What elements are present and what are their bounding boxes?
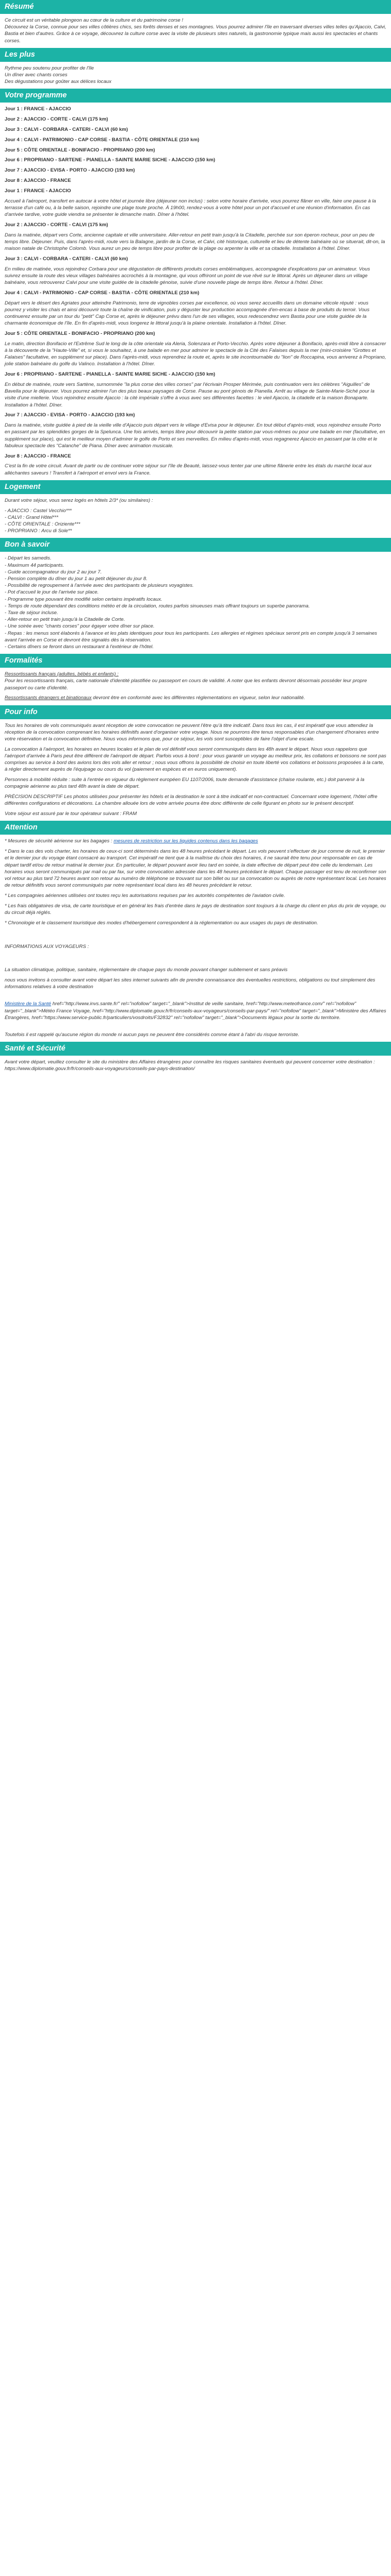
section-title-bon-a-savoir: Bon à savoir [0,538,391,552]
formalites-heading-foreign: Ressortissants étrangers et binationaux [5,695,92,701]
formalites-heading-french: Ressortissants français (adultes, bébés et enfants) : [5,671,119,677]
formalites-text-foreign: devront être en conformité avec les différentes réglementations en vigueur, selon leur nationalité. [91,695,305,701]
attention-paragraph: * Chronologie et le classement touristique des modes d'hébergement correspondent à la réglementation ou aux usages du pays de destination. [5,920,318,926]
programme-summary-day: Jour 2 : AJACCIO - CORTE - CALVI (175 km) [5,116,108,123]
day-title: Jour 2 : AJACCIO - CORTE - CALVI (175 km) [5,222,108,228]
section-title-plus: Les plus [0,48,391,62]
hotel-item: - CALVI : Grand Hôtel*** [5,514,58,520]
day-title: Jour 1 : FRANCE - AJACCIO [5,188,71,194]
attention-paragraph: * Les compagnies aériennes utilisées ont toutes reçu les autorisations requises par les autorités compétentes de l'aviation civile. [5,893,285,899]
section-logement [0,480,391,535]
bon-item: - Maximum 44 participants. [5,562,64,568]
voyageurs-paragraph: nous vous invitons à consulter avant votre départ les sites internet suivants afin de prendre connaissance des éventuelles restrictions, obligations ou tout simplement des informations relatives à votre destination [5,977,376,990]
hotel-item: - PROPRIANO : Arcu di Sole** [5,528,72,534]
section-pour-info [0,705,391,818]
attention-baggage-text: * Mesures de sécurité aérienne sur les bagages : [5,838,114,844]
hotel-item: - CÔTE ORIENTALE : Oriziente*** [5,521,80,528]
bon-item: - Une soirée avec "chants corses" pour égayer votre dîner sur place. [5,623,155,630]
section-title-attention: Attention [0,821,391,835]
section-resume [0,0,391,44]
info-paragraph: Votre séjour est assuré par le tour opérateur suivant : FRAM [5,811,137,817]
section-plus [0,48,391,86]
bon-item: - Guide accompagnateur du jour 2 au jour 7. [5,569,102,575]
bon-item: - Possibilité de regroupement à l'arrivée avec des participants de plusieurs voyagistes. [5,583,194,589]
bon-item: - Temps de route dépendant des conditions météo et de la circulation, routes parfois sinueuses mais offrant toujours un superbe panorama. [5,603,310,609]
day-text: C'est la fin de votre circuit. Avant de partir ou de continuer votre séjour sur l'île de Beauté, laissez-vous tenter par une ultime flânerie entre les étals du marché local aux alléchantes saveurs ! Transfert à l'aéroport et envol vers la France. [5,463,372,476]
resume-paragraph: Ce circuit est un véritable plongeon au cœur de la culture et du patrimoine corse ! [5,18,184,23]
voyageurs-heading: INFORMATIONS AUX VOYAGEURS : [5,943,89,950]
section-title-formalites: Formalités [0,654,391,668]
voyageurs-links-text: href="http://www.invs.sante.fr/" rel="nofollow" target="_blank">Institut de veille sanitaire, href="http://www.meteofrance.com/" rel="nofollow" target="_blank">Météo France Voyage, href="http://www.diplomatie.gouv.fr/fr/conseils-aux-voyageurs/conseils-par-pays/" rel="nofollow" target="_blank">Ministère des Affaires Étrangères, href="https://www.service-public.fr/particuliers/vosdroits/F32832" rel="nofollow" target="_blank">Documents légaux pour la sortie du territoire. [5,1001,386,1021]
section-title-sante: Santé et Sécurité [0,1042,391,1056]
day-text: Accueil à l'aéroport, transfert en autocar à votre hôtel et journée libre (déjeuner non inclus) : selon votre horaire d'arrivée, vous pourrez flâner en ville, faire une pause à la terrasse d'un café ou, à la belle saison, rejoindre une plage toute proche. À 19h00, rendez-vous à votre hôtel pour un pot d'accueil et une réunion d'information. En cas d'arrivée tardive, votre guide viendra se présenter le dimanche matin. Dîner à l'hôtel. [5,198,376,217]
bon-item: - Repas : les menus sont élaborés à l'avance et les plats identiques pour tous les participants. Les allergies et régimes spéciaux seront pris en compte jusqu'à 3 semaines avant l'arrivée en Corse et devront être signalés dès la réservation. [5,630,377,643]
day-text: Départ vers le désert des Agriates pour atteindre Patrimonio, terre de vignobles corses par excellence, où vous serez accueillis dans un domaine viticole réputé : vous pourrez y visiter les chais et ainsi découvrir toute la chaîne de vinification, puis y déguster leur production accompagnée d'en-encas à base de produits du terroir. Vous continuerez ensuite par un tour du "petit" Cap Corse et, après le déjeuner prévu dans l'un de ses villages, vous redescendrez vers Bastia pour une visite guidée de la charmante économique de l'île. En fin d'après-midi, vous longerez le littoral jusqu'à la plaine orientale. Installation à l'hôtel. Dîner. [5,300,370,327]
section-formalites [0,654,391,701]
plus-item: Rythme peu soutenu pour profiter de l'île [5,65,94,71]
bon-item: - Certains dîners se feront dans un restaurant à l'extérieur de l'hôtel. [5,644,154,650]
section-sante [0,1042,391,1072]
liquids-restriction-link[interactable]: mesures de restriction sur les liquides contenus dans les bagages [113,838,258,844]
attention-paragraph: * Les frais obligatoires de visa, de carte touristique et en général les frais d'entrée dans le pays de destination sont toujours à la charge du client en plus du prix de voyage, ou du circuit déjà réglés. [5,903,386,916]
attention-paragraph: * Dans le cas des vols charter, les horaires de ceux-ci sont déterminés dans les 48 heures précédant le départ. Les vols peuvent s'effectuer de jour comme de nuit, le premier et le dernier jour du voyage étant consacré au transport. Cet impératif ne tient que à la maîtrise du choix des horaires, il ne saurait être tenu pour responsable en cas de départ tardif et/ou de retour matinal le dernier jour. En particulier, le départ pouvant avoir lieu tard en soirée, la date effective de départ peut être celle du lendemain. Les horaires vous seront communiqués par mail ou par fax, sur votre convocation adressée dans les 48 heures précédant le départ. Chaque passager est tenu de reconfirmer son vol retour au plus tard 72 heures avant son retour au numéro de téléphone se trouvant sur son billet ou sur sa convocation ou auprès de notre représentant local. Les horaires de retour définitifs vous seront communiqués par notre représentant local dans les 48 heures précédant le retour. [5,849,386,889]
programme-summary-day: Jour 7 : AJACCIO - EVISA - PORTO - AJACCIO (193 km) [5,167,135,174]
info-paragraph: Tous les horaires de vols communiqués avant réception de votre convocation ne peuvent l'être qu'à titre indicatif. Dans tous les cas, il est impératif que vous attendiez la réception de la convocation comprenant les horaires définitifs avant d'organiser votre voyage. Nous ne pourrons être tenus responsables d'un changement d'horaires entre votre réservation et la convocation définitive. Nous vous informons que, pour ce séjour, les vols sont susceptibles de faire l'objet d'une escale. [5,722,379,742]
day-title: Jour 8 : AJACCIO - FRANCE [5,453,71,459]
ministere-sante-link[interactable]: Ministère de la Santé [5,1001,52,1007]
programme-summary-day: Jour 8 : AJACCIO - FRANCE [5,178,71,183]
formalites-text-french: Pour les ressortissants français, carte nationale d'identité plastifiée ou passeport en cours de validité. A noter que les enfants devront désormais posséder leur propre passeport ou carte d'identité. [5,678,367,691]
day-text: Dans la matinée, visite guidée à pied de la vieille ville d'Ajaccio puis départ vers le village d'Evisa pour le déjeuner. En tout début d'après-midi, vous rejoindrez ensuite Porto en passant par les splendides gorges de la Spelunca. Une fois arrivés, temps libre pour découvrir la petite station par vous-mêmes ou pour une balade en mer (facultative, en supplément sur place), qui est le meilleur moyen d'admirer le golfe de Porto et ses merveilles. En milieu d'après-midi, vous regagnerez Ajaccio en passant par la côte et le fabuleux spectacle des "Calanche" de Piana. Dîner avec animation musicale. [5,422,385,449]
programme-summary-day: Jour 4 : CALVI - PATRIMONIO - CAP CORSE - BASTIA - CÔTE ORIENTALE (210 km) [5,137,200,143]
info-paragraph: Personnes à mobilité réduite : suite à l'entrée en vigueur du règlement européen EU 1107/2006, toute demande d'assistance (chaise roulante, etc.) doit parvenir à la compagnie aérienne au plus tard 48h avant la date de départ. [5,777,365,790]
info-paragraph: La convocation à l'aéroport, les horaires en heures locales et le plan de vol définitif vous seront communiqués dans les 48h avant le départ. Nous vous rappelons que l'aéroport d'arrivée à Paris peut être différent de l'aéroport de départ. Parfois vous à bord : pour vous garantir un voyage au meilleur prix, les collations et boissons ne sont pas comprises au service à bord des avions lors des vols aller et retour ; nous vous offrons la possibilité de choisir en toute liberté vos collations et boissons proposées à la carte, à régler directement auprès de l'équipage ou cours du vol (paiement en espèces et en euros uniquement). [5,746,386,773]
sante-text: Avant votre départ, veuillez consulter le site du ministère des Affaires étrangères pour connaître les risques sanitaires éventuels qui peuvent concerner votre destination : https://www.diplomatie.gouv.fr/fr/conseils-aux-voyageurs/conseils-par-pays-destination/ [5,1059,375,1072]
programme-summary-day: Jour 5 : CÔTE ORIENTALE - BONIFACIO - PROPRIANO (200 km) [5,147,155,153]
day-text: En milieu de matinée, vous rejoindrez Corbara pour une dégustation de différents produits corses emblématiques, accompagnée d'explications par un animateur. Vous suivrez ensuite la route des vieux villages balnéaires accrochés à la montagne, qui vous offriront un point de vue rêvé sur le littoral. Après un déjeuner dans un village balnéaire, vous retrouverez Calvi pour une visite guidée de la citadelle génoise, suivie d'une nouvelle plage de temps libre. Retour à l'hôtel. Dîner. [5,266,370,285]
bon-item: - Pension complète du dîner du jour 1 au petit déjeuner du jour 8. [5,576,148,582]
bon-item: - Taxe de séjour incluse. [5,610,58,616]
programme-summary-day: Jour 6 : PROPRIANO - SARTENE - PIANELLA - SAINTE MARIE SICHE - AJACCIO (150 km) [5,157,216,163]
day-text: Le matin, direction Bonifacio et l'Extrême Sud le long de la côte orientale via Aleria, Solenzara et Porto-Vecchio. Après votre déjeuner à Bonifacio, après-midi libre à consacrer à la découverte de la "Haute-Ville" et, si vous le souhaitez, à une balade en mer pour admirer le spectacle de la Cité des Falaises depuis la mer (mini-croisière "Grottes et Falaises" facultative, en supplément sur place). Dans l'après-midi, vous reprendrez la route et, après le site incontournable du "lion" de Roccapina, vous arriverez à Propriano, jolie station balnéaire du golfe du Valinco. Installation à l'hôtel. Dîner. [5,341,386,367]
section-title-logement: Logement [0,480,391,494]
bon-item: - Pot d'accueil le jour de l'arrivée sur place. [5,589,99,596]
section-attention [0,821,391,1038]
voyageurs-paragraph: La situation climatique, politique, sanitaire, réglementaire de chaque pays du monde pouvant changer subitement et sans préavis [5,967,288,973]
section-title-resume: Résumé [0,0,391,14]
programme-summary-day: Jour 3 : CALVI - CORBARA - CATERI - CALVI (60 km) [5,127,128,133]
day-title: Jour 3 : CALVI - CORBARA - CATERI - CALVI (60 km) [5,256,128,262]
info-paragraph: PRÉCISION DESCRIPTIF Les photos utilisées pour présenter les hôtels et la destination le sont à titre indicatif et non-contractuel. Concernant votre logement, l'hôtel offre différentes configurations et décorations. La chambre allouée lors de votre arrivée pourra être donc différente de celle figurant en photo sur le présent descriptif. [5,794,378,807]
section-title-pour-info: Pour info [0,705,391,719]
hotel-item: - AJACCIO : Castel Vecchio*** [5,507,72,514]
bon-item: - Départ les samedis. [5,555,52,562]
day-text: Dans la matinée, départ vers Corte, ancienne capitale et ville universitaire. Aller-retour en petit train jusqu'à la Citadelle, perchée sur son éperon rocheux, pour un peu de temps libre. Déjeuner. Puis, dans l'après-midi, route vers la Balagne, jardin de la Corse, et Calvi, cité historique, culturelle et lieu de détente balnéaire où se situerait, dit-on, la maison natale de Christophe Colomb. Vous aurez un peu de temps libre pour profiter de la plage ou arpenter la ville et sa citadelle. Installation à l'hôtel. Dîner. [5,232,385,251]
day-title: Jour 4 : CALVI - PATRIMONIO - CAP CORSE - BASTIA - CÔTE ORIENTALE (210 km) [5,290,200,296]
day-title: Jour 6 : PROPRIANO - SARTENE - PIANELLA - SAINTE MARIE SICHE - AJACCIO (150 km) [5,371,216,378]
section-title-programme: Votre programme [0,89,391,103]
bon-item: - Programme type pouvant être modifié selon certains impératifs locaux. [5,596,162,602]
day-title: Jour 5 : CÔTE ORIENTALE - BONIFACIO - PROPRIANO (200 km) [5,331,155,336]
bon-item: - Aller-retour en petit train jusqu'à la Citadelle de Corte. [5,617,125,623]
logement-intro: Durant votre séjour, vous serez logés en hôtels 2/3* (ou similaires) : [5,497,153,503]
resume-paragraph: Découvrez la Corse, connue pour ses villes côtières chics, ses forêts denses et ses montagnes. Vous pourrez admirer l'île en traversant diverses villes telles qu'Ajaccio, Calvi, Bastia et bien d'autres. Grâce à ce voyage, découvrez la culture corse avec la visite de plusieurs sites naturels, la gastronomie typique mais aussi les spectacles et chants corses. [5,24,386,44]
programme-summary-day: Jour 1 : FRANCE - AJACCIO [5,106,71,112]
voyageurs-paragraph: Toutefois il est rappelé qu'aucune région du monde ni aucun pays ne peuvent être considérés comme étant à l'abri du risque terroriste. [5,1031,300,1038]
day-title: Jour 7 : AJACCIO - EVISA - PORTO - AJACCIO (193 km) [5,412,135,418]
section-bon-a-savoir [0,538,391,650]
section-programme [0,89,391,476]
plus-item: Un dîner avec chants corses [5,72,68,78]
day-text: En début de matinée, route vers Sartène, surnommée "la plus corse des villes corses" par l'écrivain Prosper Mérimée, puis continuation vers les célèbres "Aiguilles" de Bavella pour le déjeuner. Vous pourrez admirer l'un des plus beaux paysages de Corse. Pause au pont génois de Pianella. Arrêt au village de Sainte-Marie-Siché pour la visite d'une miellerie. Vous rejoindrez ensuite Ajaccio : la cité impériale s'offre à vous avec ses différentes facettes : le vieil Ajaccio, la citadelle et la maison Bonaparte. Installation à l'hôtel. Dîner. [5,382,374,408]
plus-item: Des dégustations pour goûter aux délices locaux [5,79,111,85]
